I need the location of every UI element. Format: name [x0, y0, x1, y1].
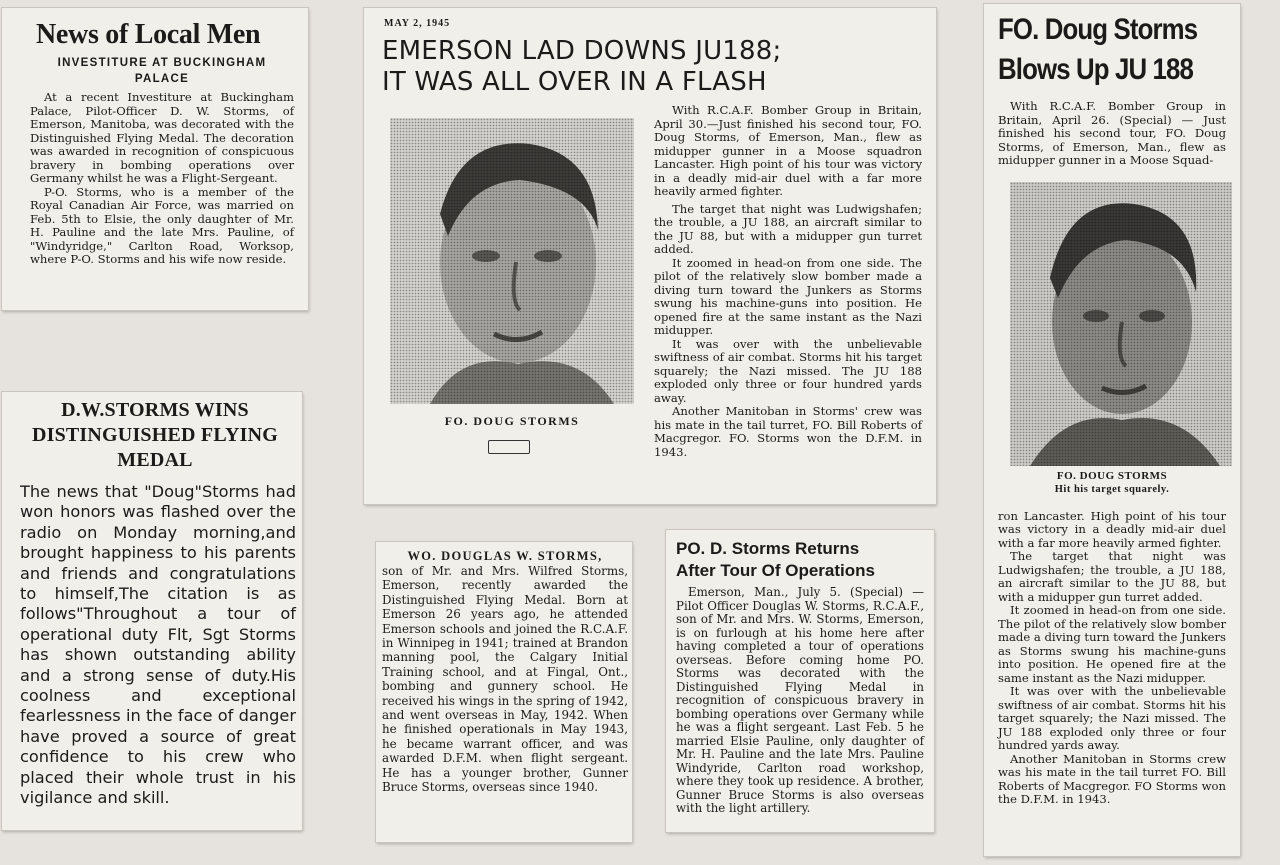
headline — [676, 538, 924, 582]
article-column — [654, 104, 922, 459]
headline-line-1: FO. Doug Storms — [998, 13, 1198, 46]
headline — [998, 10, 1230, 90]
headline-line-1: EMERSON LAD DOWNS JU188; — [382, 36, 782, 66]
paragraph-2: The target that night was Ludwigshafen; the trouble, a JU 188, an aircraft similar to the JU 88, but with a midupper gun turret added. — [654, 201, 922, 256]
clipping-storms-returns — [666, 530, 934, 832]
headline-line-2: Blows Up JU 188 — [998, 53, 1194, 86]
paragraph-1: With R.C.A.F. Bomber Group in Britain, April 30.—Just finished his second tour, FO. Doug Storms, of Emerson, Man., flew as midupper gunner in a Moose squadron Lancaster. High point of his tour was victory in a deadly mid-air duel with a far more heavily armed fighter. — [654, 103, 922, 198]
paragraph-2: The target that night was Ludwigshafen; the trouble, a JU 188, an aircraft similar to the JU 88, but with a midupper gun turret added. — [998, 549, 1226, 604]
intro-paragraph: With R.C.A.F. Bomber Group in Britain, April 26. (Special) — Just finished his second tour, FO. Doug Storms, of Emerson, Man., flew as midupper gunner in a Moose Squad- — [998, 99, 1226, 167]
paragraph-5: Another Manitoban in Storms crew was his mate in the tail turret FO. Bill Roberts of Macgregor. FO Storms won the D.F.M. in 1943. — [998, 751, 1226, 806]
date-line: MAY 2, 1945 — [384, 18, 451, 29]
article-body: son of Mr. and Mrs. Wilfred Storms, Emerson, recently awarded the Distinguished Flying Medal. Born at Emerson 26 years ago, he attended Emerson schools and joined the R.C.A.F. in Winnipeg in 1941; trained at Brandon manning pool, the Calgary Initial Training school, and at Fingal, Ont., bombing and gunnery school. He received his wings in the spring of 1942, and went overseas in May, 1942. When he finished operationals in May 1943, he became warrant officer, and was awarded D.F.M. when flight sergeant. He has a younger brother, Gunner Bruce Storms, overseas since 1940. — [382, 564, 628, 795]
clipping-emerson-lad — [364, 8, 936, 504]
clipping-wins-flying-medal — [2, 392, 302, 830]
photo-subcaption: Hit his target squarely. — [1054, 483, 1170, 495]
headline-line-2: After Tour Of Operations — [676, 561, 875, 580]
paragraph-4: It was over with the unbelievable swiftness of air combat. Storms hit his target squarely; the Nazi missed. The JU 188 exploded only three or four hundred yards away. — [998, 684, 1226, 752]
headline: D.W.STORMS WINS DISTINGUISHED FLYING MEDAL — [31, 399, 279, 471]
article-body: The news that "Doug"Storms had won honors was flashed over the radio on Monday morning,and brought happiness to his parents and friends and congratulations to himself,The citation is as follows"Throughout a tour of operational duty Flt, Sgt Storms has shown outstanding ability and a strong sense of duty.His coolness and exceptional fearlessness in the face of danger have proved a source of great confidence to his crew who placed their whole trust in his vigilance and skill. — [20, 482, 296, 808]
headline — [382, 36, 922, 98]
photo-caption: FO. DOUG STORMS — [1056, 469, 1168, 482]
clipping-blows-up-ju188 — [984, 4, 1240, 856]
headline-line-2: IT WAS ALL OVER IN A FLASH — [382, 67, 767, 97]
photo-caption: FO. DOUG STORMS — [444, 414, 580, 428]
paragraph-5: Another Manitoban in Storms' crew was his mate in the tail turret, FO. Bill Roberts of Macgregor. FO. Storms won the D.F.M. in 1943. — [654, 404, 922, 459]
paragraph-3: It zoomed in head-on from one side. The pilot of the relatively slow bomber made a diving turn toward the Junkers as Storms swung his machine-guns into position. He opened fire at the same instant as the Nazi midupper. — [998, 603, 1227, 685]
headline-line-1: PO. D. Storms Returns — [676, 539, 860, 558]
paragraph-3: It zoomed in head-on from one side. The pilot of the relatively slow bomber made a diving turn toward the Junkers as Storms swung his machine-guns into position. He opened fire at the same instant as the Nazi midupper. — [654, 255, 922, 337]
paragraph-1: At a recent Investiture at Buckingham Palace, Pilot-Officer D. W. Storms, of Emerson, Manitoba, was decorated with the Distinguished Flying Medal. The decoration was awarded in recognition of conspicuous bravery in bombing operations over Germany whilst he was a Flight-Sergeant. — [30, 90, 294, 185]
paragraph-1: ron Lancaster. High point of his tour was victory in a deadly mid-air duel with a far more heavily armed fighter. — [998, 508, 1226, 550]
clipping-news-of-local-men — [2, 8, 308, 310]
paragraph-2: P-O. Storms, who is a member of the Royal Canadian Air Force, was married on Feb. 5th to Elsie, the only daughter of Mr. H. Pauline and the late Mrs. Pauline, of "Windyridge," Carlton Road, Worksop, where P-O. Storms and his wife now reside. — [30, 184, 294, 266]
headline: News of Local Men — [36, 19, 261, 50]
subheading: INVESTITURE AT BUCKINGHAM PALACE — [57, 57, 267, 85]
clipping-wo-douglas-storms — [376, 542, 632, 842]
headline: WO. DOUGLAS W. STORMS, — [407, 549, 603, 563]
portrait-photo — [390, 118, 634, 404]
ornament-mark — [488, 440, 530, 454]
portrait-photo — [1010, 182, 1232, 466]
paragraph-4: It was over with the unbelievable swiftness of air combat. Storms hit his target squarely; the Nazi missed. The JU 188 exploded only three or four hundred yards away. — [654, 336, 922, 405]
article-body: Emerson, Man., July 5. (Special) —Pilot Officer Douglas W. Storms, R.C.A.F., son of Mr. and Mrs. W. Storms, Emerson, is on furlough at his home here after having completed a tour of operations overseas. Before coming home PO. Storms was decorated with the Distinguished Flying Medal in recognition of conspicuous bravery in bombing operations over Germany while he was a flight sergeant. Last Feb. 5 he married Elsie Pauline, only daughter of Mr. H. Pauline and the late Mrs. Pauline Windyride, Carlton road workshop, where they took up residence. A brother, Gunner Bruce Storms is also overseas with the light artillery. — [676, 585, 924, 815]
